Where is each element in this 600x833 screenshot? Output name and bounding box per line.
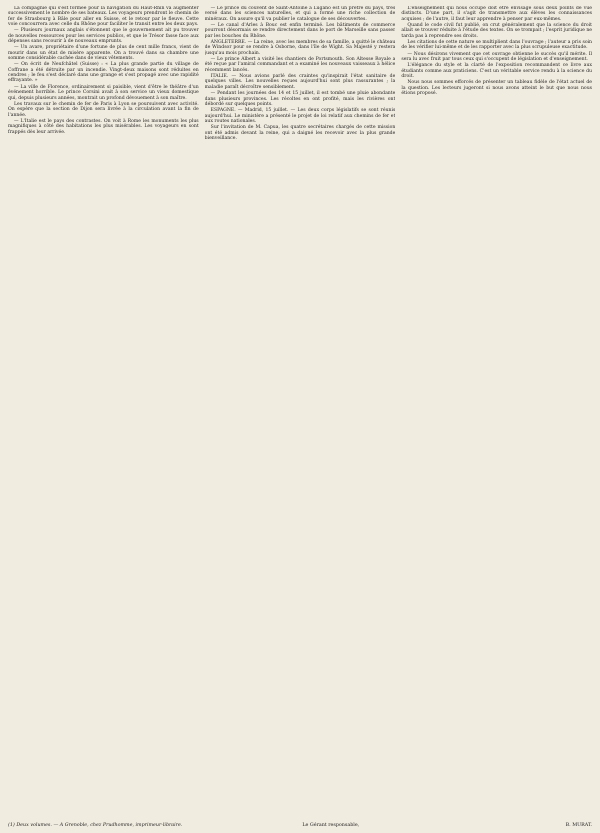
- paragraph: — La ville de Florence, ordinairement si paisible, vient d'être le théâtre d'un événement horrible. Le prince Corsini avait à son service un vieux domestique qui, depuis plusieurs années, montrait un profond dévouement à son maître.: [8, 84, 199, 101]
- paragraph: Les citations de cette nature se multiplient dans l'ouvrage ; l'auteur a pris soin de les vérifier lui-même et de les rapporter avec la plus scrupuleuse exactitude.: [401, 40, 593, 51]
- paragraph: Quand le code civil fut publié, on crut généralement que la science du droit allait se trouver réduite à l'étude des textes. On se trompait ; l'esprit juridique ne tarda pas à reprendre ses droits.: [401, 23, 593, 39]
- columns: [8, 6, 592, 818]
- paragraph: Les travaux sur le chemin de fer de Paris à Lyon se poursuivent avec activité. On espère que la section de Dijon sera livrée à la circulation avant la fin de l'année.: [8, 101, 199, 118]
- paragraph: L'enseignement qui nous occupe doit être envisagé sous deux points de vue distincts. D'une part, il s'agit de transmettre aux élèves les connaissances acquises ; de l'autre, il faut leur apprendre à penser par eux-mêmes.: [401, 6, 593, 22]
- manager-label: Le Gérant responsable,: [302, 823, 360, 828]
- paragraph: La compagnie qui s'est formée pour la navigation du Haut-Rhin va augmenter successivement le nombre de ses bateaux. Les voyageurs prendront le chemin de fer de Strasbourg à Bâle pour aller en Suisse, et le retour par le fleuve. Cette voie concourrera avec celle du Rhône pour faciliter le transit entre les deux pays.: [8, 6, 199, 28]
- paragraph: ANGLETERRE. — La reine, avec les membres de sa famille, a quitté le château de Windsor pour se rendre à Osborne, dans l'île de Wight. Sa Majesté y restera jusqu'au mois prochain.: [204, 40, 396, 56]
- column-middle: [205, 6, 396, 818]
- paragraph: — Le prince Albert a visité les chantiers de Portsmouth. Son Altesse Royale a été reçue par l'amiral commandant et a examiné les nouveaux vaisseaux à hélice récemment lancés.: [204, 57, 396, 73]
- column-right: [401, 6, 592, 818]
- paragraph: — Pendant les journées des 14 et 15 juillet, il est tombé une pluie abondante dans plusieurs provinces. Les récoltes en ont profité, mais les rivières ont débordé sur quelques points.: [204, 91, 396, 107]
- paragraph: L'élégance du style et la clarté de l'exposition recommandent ce livre aux étudiants comme aux praticiens. C'est un véritable service rendu à la science du droit.: [401, 63, 593, 80]
- footer: [8, 823, 592, 829]
- paragraph: — Le canal d'Arles à Bouc est enfin terminé. Les bâtiments de commerce pourront désormais se rendre directement dans le port de Marseille sans passer par les bouches du Rhône.: [204, 23, 396, 39]
- paragraph: Nous nous sommes efforcés de présenter un tableau fidèle de l'état actuel de la question. Les lecteurs jugeront si nous avons atteint le but que nous nous étions proposé.: [401, 80, 593, 97]
- manager-name: B. MURAT.: [565, 823, 592, 828]
- paragraph: Sur l'invitation de M. Capua, les quatre secrétaires chargés de cette mission ont été admis devant la reine, qui a daigné les recevoir avec la plus grande bienveillance.: [204, 125, 396, 141]
- manager-signature: [302, 823, 592, 829]
- paragraph: — Le prince du couvent de Saint-Antoine à Lugano est un prêtre du pays, très versé dans les sciences naturelles, et qui a formé une riche collection de minéraux. On assure qu'il va publier le catalogue de ses découvertes.: [204, 6, 396, 22]
- paragraph: — On écrit de Neufchâtel (Suisse) : « La plus grande partie du village de Coffrane a été détruite par un incendie. Vingt-deux maisons sont réduites en cendres ; le feu s'est déclaré dans une grange et s'est propagé avec une rapidité effrayante. »: [8, 62, 199, 84]
- paragraph: — Un avare, propriétaire d'une fortune de plus de cent mille francs, vient de mourir dans un état de misère apparente. On a trouvé dans sa chambre une somme considérable cachée dans de vieux vêtements.: [8, 45, 199, 62]
- paragraph: — L'Italie est le pays des contrastes. On voit à Rome les monuments les plus magnifiques à côté des habitations les plus misérables. Les voyageurs en sont frappés dès leur arrivée.: [8, 118, 199, 135]
- paragraph: — Nous désirons vivement que cet ouvrage obtienne le succès qu'il mérite. Il sera lu avec fruit par tous ceux qui s'occupent de législation et d'enseignement.: [401, 51, 593, 63]
- column-left: [8, 6, 199, 818]
- paragraph: ESPAGNE. — Madrid, 15 juillet. — Les deux corps législatifs se sont réunis aujourd'hui. Le ministère a présenté le projet de loi relatif aux chemins de fer et aux routes nationales.: [204, 108, 396, 124]
- paragraph: — Plusieurs journaux anglais s'étonnent que le gouvernement ait pu trouver de nouvelles ressources pour les services publics, et que le Trésor fasse face aux dépenses sans recourir à de nouveaux emprunts.: [8, 28, 199, 45]
- paragraph: ITALIE. — Nous avions parlé des craintes qu'inspirait l'état sanitaire de quelques villes. Les nouvelles reçues aujourd'hui sont plus rassurantes ; la maladie paraît décroître sensiblement.: [204, 74, 396, 90]
- footnote: (1) Deux volumes. — A Grenoble, chez Prudhomme, imprimeur-libraire.: [8, 823, 183, 828]
